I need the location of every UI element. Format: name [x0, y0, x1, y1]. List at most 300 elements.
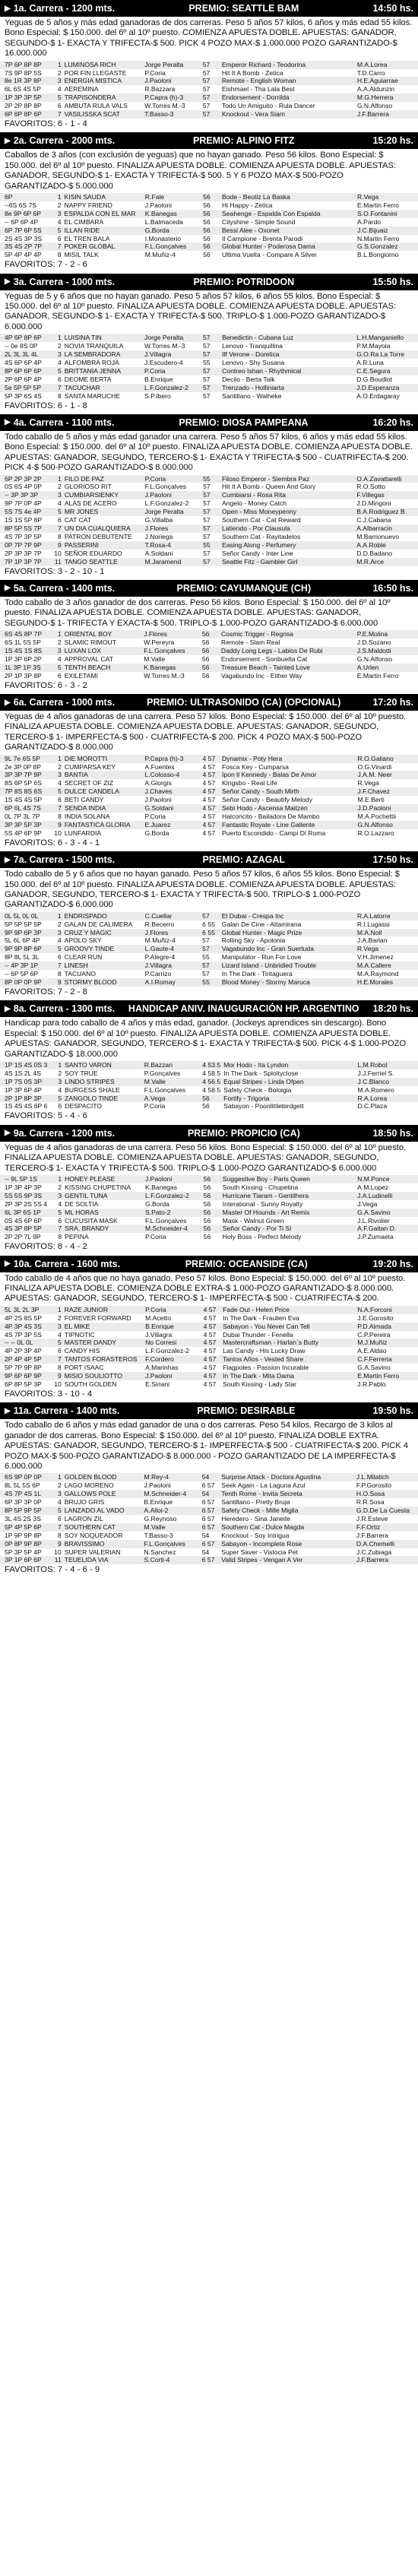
- recent-form: 1S 4S 4S 6P 6: [5, 1102, 48, 1111]
- entries-table: [0, 912, 418, 987]
- weight: 57: [202, 342, 211, 350]
- table-row: [0, 375, 418, 384]
- trainer-name: S.O.Fontanini: [357, 209, 397, 217]
- weight: 57: [202, 60, 211, 68]
- jockey-name: G.Borda: [144, 829, 169, 837]
- recent-form: 5e 5P 5P 5P: [5, 383, 41, 391]
- recent-form: 4P 2P 3P 4P: [5, 1347, 42, 1355]
- table-row: [0, 1209, 418, 1217]
- table-row: [0, 804, 418, 813]
- sire-dam: Seahenge - Espalda Con Espalda: [222, 209, 321, 217]
- post-number: 6: [57, 953, 62, 962]
- weight: 4 57: [202, 812, 216, 820]
- recent-form: 9P 9P 6P 3P: [5, 928, 42, 936]
- post-number: 6: [57, 102, 62, 110]
- race-block: [0, 1000, 418, 1124]
- weight: 4 57: [203, 1380, 217, 1388]
- table-row: [0, 533, 418, 541]
- recent-form: 3L 4S 2S 3S: [5, 1514, 41, 1522]
- weight: 57: [203, 483, 211, 491]
- post-number: 6: [57, 1514, 62, 1522]
- jockey-name: G.Soldani: [144, 804, 174, 813]
- race-title: 4a. Carrera - 1100 mts.: [13, 417, 115, 428]
- horse-name: GALAN DE CALIMERA: [64, 920, 133, 928]
- sire-dam: Fortify - Trigoria: [223, 1094, 270, 1102]
- sire-dam: Interational - Sunny Royalty: [222, 1199, 303, 1208]
- trainer-name: E.Martin Ferro: [357, 201, 399, 209]
- horse-name: GROOVY TINDE: [64, 945, 115, 953]
- race-time: 19:50 hs.: [372, 1405, 413, 1417]
- trainer-name: H.E.Morales: [356, 977, 394, 986]
- jockey-name: Jorge Peralta: [144, 508, 184, 516]
- trainer-name: D.C.Plaza: [357, 1102, 388, 1111]
- race-time: 18:50 hs.: [372, 1127, 413, 1139]
- recent-form: 4S 7P 3P 5P: [5, 532, 42, 540]
- race-time: 16:50 hs.: [372, 582, 413, 594]
- race-time: 14:50 hs.: [372, 3, 413, 14]
- jockey-name: J.Escudero-4: [144, 359, 183, 366]
- trainer-name: M.A.Noll: [356, 928, 382, 936]
- race-prize: PREMIO: OCEANSIDE (CA): [185, 1258, 308, 1269]
- recent-form: 5P 7P 9P 8P: [5, 1364, 42, 1372]
- sire-dam: Cumbiarsi - Rosa Rita: [222, 491, 287, 499]
- trainer-name: J.A.Ludinelli: [357, 1191, 393, 1199]
- trainer-name: D.G.Boudlot: [356, 375, 392, 383]
- weight: 56: [203, 1199, 211, 1208]
- race-conditions: Yeguas de 4 años ganadoras de una carrera. Peso 56 kilos. Bono Especial: $ 150.000. del 6º al 10º puesto. FINALIZA APUESTA DOBLE. COMIENZA APUESTA DOBLE. APUESTAS: GANADOR, SEGUNDO, TERCERO-$ 1- EXACTA Y TRIFECTA-$ 500. TRIPLO-$ 1.000-POZO GARANTIZADO-$ 6.000.000: [5, 1142, 407, 1173]
- trainer-name: A.A.Aldunzin: [356, 85, 395, 93]
- sire-dam: Lenovo - Tranquillina: [222, 342, 283, 350]
- trainer-name: J.R.Pablo: [357, 1380, 386, 1388]
- recent-form: 1P 1S 4S 0S 3: [5, 1060, 48, 1069]
- horse-name: TANGO SEATTLE: [64, 557, 118, 566]
- table-row: [0, 829, 418, 838]
- sire-dam: Fantastic Royale - Line Gallente: [222, 820, 315, 829]
- trainer-name: E.Martin Ferro: [356, 671, 399, 680]
- horse-name: SRA. BRANDY: [65, 1225, 109, 1233]
- sire-dam: In The Dark - Mita Dama: [223, 1372, 294, 1380]
- jockey-name: A.Marinhas: [145, 1364, 179, 1372]
- trainer-name: P.M.Mayola: [356, 342, 391, 350]
- jockey-name: M.Acetto: [145, 1313, 171, 1322]
- jockey-name: T.Basso-3: [144, 1531, 173, 1539]
- table-row: [0, 1515, 418, 1523]
- jockey-name: L.F.Gonzalez-2: [144, 499, 189, 508]
- recent-form: 0S 4S 6P 6P: [5, 1216, 43, 1225]
- weight: 56: [203, 234, 211, 242]
- jockey-name: J.Flores: [144, 630, 167, 638]
- weight: 6 57: [201, 1481, 215, 1490]
- favorites-line: FAVORITOS: 7 - 4 - 6 - 9: [5, 1565, 100, 1575]
- horse-name: LUNFARDIA: [64, 829, 102, 837]
- post-number: 2: [57, 342, 62, 350]
- weight: 4 57: [202, 762, 216, 771]
- weight: 57: [202, 383, 211, 391]
- trainer-name: M.A.Romero: [357, 1085, 394, 1094]
- weight: 57: [202, 970, 210, 978]
- sire-dam: In The Dark - Fraulien Eva: [223, 1313, 299, 1322]
- jockey-name: W.Torres M.-3: [144, 342, 185, 350]
- trainer-name: L.M.Robol: [357, 1060, 388, 1069]
- weight: 57: [202, 391, 211, 400]
- recent-form: 5S 4P 6P 9P: [5, 829, 42, 837]
- table-row: [0, 392, 418, 401]
- trainer-name: J.C.Zubiaga: [356, 1548, 392, 1556]
- recent-form: -- 9L 5P 1S: [5, 1174, 37, 1183]
- weight: 4 53.5: [202, 1060, 221, 1069]
- race-title: 9a. Carrera - 1200 mts.: [13, 1127, 116, 1139]
- weight: 4 56.5: [202, 1077, 221, 1085]
- weight: 56: [201, 671, 210, 680]
- table-row: [0, 771, 418, 779]
- recent-form: 3P 3P 7P 9P: [5, 771, 42, 779]
- sire-dam: Holy Boss - Perfect Melody: [222, 1233, 302, 1241]
- post-number: 5: [57, 663, 62, 671]
- recent-form: 5P 3P 6S 4S: [5, 391, 42, 400]
- weight: 55: [203, 540, 211, 549]
- horse-name: PORT ISAAC: [64, 1364, 104, 1372]
- horse-name: INDIA SOLANA: [64, 812, 110, 820]
- weight: 6 57: [201, 1556, 215, 1564]
- horse-name: PATRON DEBUTENTE: [64, 532, 132, 540]
- sire-dam: Cosmic Trigger - Regrisa: [220, 630, 293, 638]
- horse-name: LAGO MORENO: [64, 1481, 114, 1490]
- table-row: [0, 227, 418, 235]
- horse-name: DESPACITO: [65, 1102, 102, 1111]
- horse-name: FOREVER FORWARD: [64, 1313, 131, 1322]
- table-row: [0, 201, 418, 210]
- sire-dam: Easing Along - Perfumery: [222, 540, 296, 549]
- play-arrow-icon: ▶: [5, 584, 11, 593]
- weight: 4 57: [202, 804, 216, 813]
- recent-form: 6L 3P 6S 1P: [5, 1208, 41, 1216]
- trainer-name: P.D.Almada: [357, 1322, 392, 1330]
- recent-form: 9P 9P 8P 6P: [5, 945, 42, 953]
- jockey-name: P.Capra (h)-3: [144, 754, 184, 762]
- post-number: 4: [57, 1330, 62, 1339]
- recent-form: 6S 4S 8P 7P: [5, 630, 43, 638]
- recent-form: 4S 3P 8P 5P: [5, 1225, 42, 1233]
- recent-form: 4P 2S 8S 5P: [5, 1313, 43, 1322]
- jockey-name: P.Coria: [145, 1305, 166, 1313]
- recent-form: 1L 3P 1P 3S: [5, 663, 41, 671]
- weight: 4 58.5: [202, 1085, 221, 1094]
- trainer-name: B.L.Bongiorno: [357, 251, 399, 259]
- recent-form: 6P 6P 8P 6P: [5, 110, 42, 119]
- table-row: [0, 1306, 418, 1314]
- table-row: [0, 920, 418, 929]
- race-header: [0, 1256, 418, 1272]
- sire-dam: Mastercraftsman - Harlan´s Butty: [223, 1339, 319, 1347]
- recent-form: 6L 6S 4S 5P: [5, 85, 41, 93]
- play-arrow-icon: ▶: [5, 1259, 11, 1269]
- weight: 56: [203, 209, 211, 217]
- trainer-name: M.R.Arce: [356, 557, 384, 566]
- weight: 56: [201, 654, 210, 663]
- sire-dam: Remote - English Woman: [221, 77, 296, 85]
- post-number: 4: [58, 779, 62, 787]
- jockey-name: M.Muñiz-4: [144, 936, 176, 945]
- post-number: 7: [58, 524, 62, 532]
- weight: 57: [202, 334, 211, 342]
- trainer-name: J.S.Maldotti: [356, 646, 391, 654]
- horse-name: APOLO SKY: [64, 936, 102, 945]
- recent-form: 5P 5P 5P 5P: [5, 920, 42, 928]
- horse-name: EXILETAMI: [64, 671, 98, 680]
- post-number: 4: [57, 85, 62, 93]
- race-header: [0, 580, 418, 597]
- trainer-name: J.F.Chavez: [357, 787, 390, 796]
- race-title: 11a. Carrera - 1400 mts.: [13, 1405, 120, 1417]
- race-conditions: Todo caballo de 4 años que no haya ganado. Peso 57 kilos. Bono Especial: $ 150.000. del 6º al 10º puesto. FINALIZA APUESTA DOBLE. COMIENZA DOBLE EXTRA-$ 1.000-POZO GARANTIZADO-$ 8.000.000. APUESTAS: GANADOR, SEGUNDO, TERCERO-$ 1- IMPERFECTA-$ 500 - CUATRIFECTA-$ 200.: [5, 1273, 406, 1304]
- horse-name: AEREMINA: [64, 85, 99, 93]
- trainer-name: C.E.Segura: [356, 366, 391, 375]
- play-arrow-icon: ▶: [5, 855, 11, 864]
- recent-form: 8P 8L 5L 3L: [5, 953, 40, 962]
- weight: 56: [202, 1102, 210, 1111]
- jockey-name: W.Torres M.-3: [144, 671, 185, 680]
- entries-table: [0, 61, 418, 119]
- weight: 56: [203, 1216, 211, 1225]
- sire-dam: Las Candy - His Lucky Draw: [223, 1347, 306, 1355]
- post-number: 8: [57, 251, 62, 259]
- horse-name: BRITTANIA JENNA: [64, 366, 122, 375]
- favorites-line: FAVORITOS: 6 - 3 - 2: [5, 680, 87, 690]
- recent-form: 8e 1R 3P 8P: [5, 77, 42, 85]
- table-row: [0, 755, 418, 763]
- race-header: [0, 1125, 418, 1142]
- trainer-name: A.Urlen: [356, 663, 379, 671]
- recent-form: 2P 4P 4P 5P: [5, 1355, 42, 1364]
- race-block: [0, 1125, 418, 1256]
- recent-form: -- 0e 8S 0P: [5, 342, 38, 350]
- post-number: 4: [57, 359, 62, 366]
- sire-dam: Southern Cat - Cat Reward: [222, 516, 301, 524]
- horse-name: SANTO VARON: [65, 1060, 112, 1069]
- trainer-name: R.O.Lazzaro: [357, 829, 394, 837]
- sire-dam: Ipon ll Kennedy - Balas De Amor: [222, 771, 317, 779]
- post-number: 2: [58, 1069, 62, 1077]
- weight: 56: [201, 630, 210, 638]
- horse-name: SLAMIC RIMOUT: [64, 638, 116, 647]
- trainer-name: R.Vega: [356, 945, 379, 953]
- recent-form: 2P 2P 8P 8P: [5, 102, 42, 110]
- table-row: [0, 235, 418, 243]
- trainer-name: J.F.Barrera: [356, 110, 389, 119]
- trainer-name: V.H.Jimenez: [356, 953, 394, 962]
- race-header: [0, 132, 418, 149]
- horse-name: NOVIA TRANQUILA: [64, 342, 124, 350]
- post-number: 4: [57, 217, 62, 226]
- weight: 4 57: [202, 771, 216, 779]
- table-row: [0, 638, 418, 647]
- recent-form: 2P 1P 3P 8P: [5, 671, 42, 680]
- recent-form: 7P 8S 8S 6S: [5, 787, 43, 796]
- trainer-name: R.A.Latorre: [356, 911, 391, 920]
- race-block: [0, 132, 418, 273]
- table-row: [0, 1314, 418, 1323]
- jockey-name: J.Paoloni: [144, 796, 172, 804]
- sire-dam: Dubai Thunder - Fenella: [223, 1330, 293, 1339]
- horse-name: MISIL TALK: [64, 251, 99, 259]
- trainer-name: A.R.Luna: [356, 359, 384, 366]
- weight: 56: [203, 1183, 211, 1191]
- race-title: 1a. Carrera - 1200 mts.: [13, 3, 116, 14]
- horse-name: LUISINA TIN: [64, 334, 102, 342]
- post-number: 3: [57, 646, 62, 654]
- sire-dam: Benedictin - Cubana Luz: [222, 334, 294, 342]
- post-number: 7: [57, 110, 62, 119]
- post-number: 6: [57, 375, 62, 383]
- horse-name: CLEAR RUN: [64, 953, 103, 962]
- sire-dam: Filoso Emperor - Siembra Paz: [222, 474, 310, 483]
- recent-form: 7S 9P 8P 5S: [5, 68, 42, 77]
- jockey-name: J.Paoloni: [144, 1174, 173, 1183]
- table-row: [0, 655, 418, 664]
- jockey-name: P.Coria: [144, 1233, 166, 1241]
- recent-form: 8P 6P 6P 6P: [5, 366, 42, 375]
- horse-name: ESPALDA CON EL MAR: [64, 209, 136, 217]
- weight: 54: [201, 1548, 210, 1556]
- recent-form: 4S 7P 3P 5S: [5, 1330, 42, 1339]
- trainer-name: R.Vega: [357, 193, 379, 201]
- trainer-name: C.F.Ferreria: [357, 1355, 392, 1364]
- recent-form: 3S 4S 2P 7P: [5, 242, 43, 251]
- horse-name: ENDRISPADO: [64, 911, 107, 920]
- trainer-name: R.Vega: [357, 779, 379, 787]
- recent-form: 4S 1S 2L 4S: [5, 1069, 41, 1077]
- post-number: 3: [57, 77, 62, 85]
- table-row: [0, 1339, 418, 1347]
- jockey-name: K.Banegas: [144, 209, 177, 217]
- weight: 56: [203, 217, 211, 226]
- jockey-name: G.Borda: [144, 1199, 169, 1208]
- table-row: [0, 1372, 418, 1380]
- recent-form: 3P 3P 5P 3P: [5, 820, 42, 829]
- jockey-name: P.Coria: [144, 366, 166, 375]
- weight: 57: [203, 491, 211, 499]
- sire-dam: Safety Check - Boloigia: [223, 1085, 292, 1094]
- post-number: 5: [57, 366, 62, 375]
- horse-name: MISIO SOULIOTTO: [64, 1372, 122, 1380]
- jockey-name: N.Sanchez: [144, 1548, 176, 1556]
- weight: 57: [202, 936, 210, 945]
- table-row: [0, 1192, 418, 1200]
- recent-form: -- 6P 6P 4P: [5, 217, 39, 226]
- sire-dam: Hurricane Tiaram - Gentilhera: [222, 1191, 309, 1199]
- jockey-name: L.Colosso-4: [144, 771, 180, 779]
- horse-name: CANDY HIS: [64, 1347, 100, 1355]
- jockey-name: F.Cordero: [145, 1355, 174, 1364]
- race-prize: PREMIO: DESIRABLE: [197, 1405, 296, 1417]
- table-row: [0, 342, 418, 350]
- jockey-name: F.L.Gonçalves: [144, 1085, 186, 1094]
- jockey-name: T.Rosa-4: [144, 540, 171, 549]
- table-row: [0, 1095, 418, 1103]
- post-number: 10: [54, 1380, 62, 1388]
- weight: 56: [203, 1174, 211, 1183]
- horse-name: CUMPARSA KEY: [64, 762, 116, 771]
- post-number: 1: [57, 193, 62, 201]
- trainer-name: A.O.Erdagaray: [356, 391, 400, 400]
- sire-dam: Southern Cat - Rayitadelos: [222, 532, 301, 540]
- jockey-name: F.L.Gonçalves: [144, 483, 187, 491]
- weight: 4 57: [202, 779, 216, 787]
- horse-name: UN DIA CUALQUIERA: [64, 524, 131, 532]
- post-number: 10: [54, 549, 62, 557]
- table-row: [0, 912, 418, 920]
- horse-name: SECRET OF ZIZ: [64, 779, 114, 787]
- horse-name: FANTASTICA GLORIA: [64, 820, 131, 829]
- recent-form: 6P 8P 5P 3P: [5, 1380, 42, 1388]
- recent-form: 8P 5P 5S 7P: [5, 524, 42, 532]
- table-row: [0, 1078, 418, 1086]
- weight: 57: [202, 102, 211, 110]
- post-number: 8: [58, 532, 62, 540]
- recent-form: 2P 2P 7L 9P: [5, 1233, 41, 1241]
- table-row: [0, 1175, 418, 1183]
- jockey-name: L.F.Gonzalez-2: [145, 1347, 189, 1355]
- entries-table: [0, 755, 418, 838]
- horse-name: CAT CAT: [64, 516, 92, 524]
- weight: 56: [203, 1233, 211, 1241]
- table-row: [0, 779, 418, 787]
- table-row: [0, 1540, 418, 1548]
- post-number: 7: [58, 1225, 62, 1233]
- jockey-name: A.Soldani: [144, 549, 173, 557]
- jockey-name: E.Siriani: [145, 1380, 170, 1388]
- post-number: 6: [57, 234, 62, 242]
- post-number: 4: [58, 1085, 62, 1094]
- jockey-name: No Corresi: [145, 1339, 177, 1347]
- table-row: [0, 672, 418, 680]
- horse-name: CUMBIARSIENKY: [64, 491, 119, 499]
- sire-dam: Latiendo - Por Clausula: [222, 524, 290, 532]
- table-row: [0, 1102, 418, 1111]
- trainer-name: C.P.Pereira: [357, 1330, 391, 1339]
- jockey-name: F.L.Gonçalves: [144, 1216, 187, 1225]
- recent-form: -- 4P 3P 1P: [5, 962, 39, 970]
- recent-form: 5P 3P 5P 4P: [5, 1548, 42, 1556]
- weight: 6 57: [201, 1539, 215, 1548]
- weight: 4 57: [203, 1355, 217, 1364]
- jockey-name: M.Schneider-4: [144, 1490, 187, 1498]
- table-row: [0, 1556, 418, 1564]
- weight: 6 55: [202, 920, 215, 928]
- table-row: [0, 970, 418, 978]
- recent-form: 4P 3P 4S 3S: [5, 1322, 42, 1330]
- sire-dam: Fade Out - Helen Price: [223, 1305, 290, 1313]
- jockey-name: L.Balmaceda: [144, 217, 183, 226]
- jockey-name: E.Juarez: [144, 820, 171, 829]
- trainer-name: M.A.Callere: [356, 962, 391, 970]
- horse-name: DIE MOROTTI: [64, 754, 108, 762]
- sire-dam: Daddy Long Legs - Labios De Rubi: [220, 646, 323, 654]
- table-row: [0, 242, 418, 251]
- post-number: 5: [57, 93, 62, 102]
- jockey-name: J.Flores: [144, 524, 169, 532]
- trainer-name: J.F.Barrera: [356, 1556, 388, 1564]
- jockey-name: P.Carrizo: [144, 970, 172, 978]
- weight: 4 57: [202, 787, 216, 796]
- jockey-name: B.Enrique: [145, 1322, 174, 1330]
- sire-dam: Bode - Beutiz La Baska: [222, 193, 290, 201]
- entries-table: [0, 1473, 418, 1564]
- recent-form: 3P 1P 6P 6P: [5, 1556, 42, 1564]
- entries-table: [0, 630, 418, 680]
- recent-form: 6P 7P 6P 5S: [5, 226, 42, 234]
- horse-name: KISSING CHUPETINA: [65, 1183, 131, 1191]
